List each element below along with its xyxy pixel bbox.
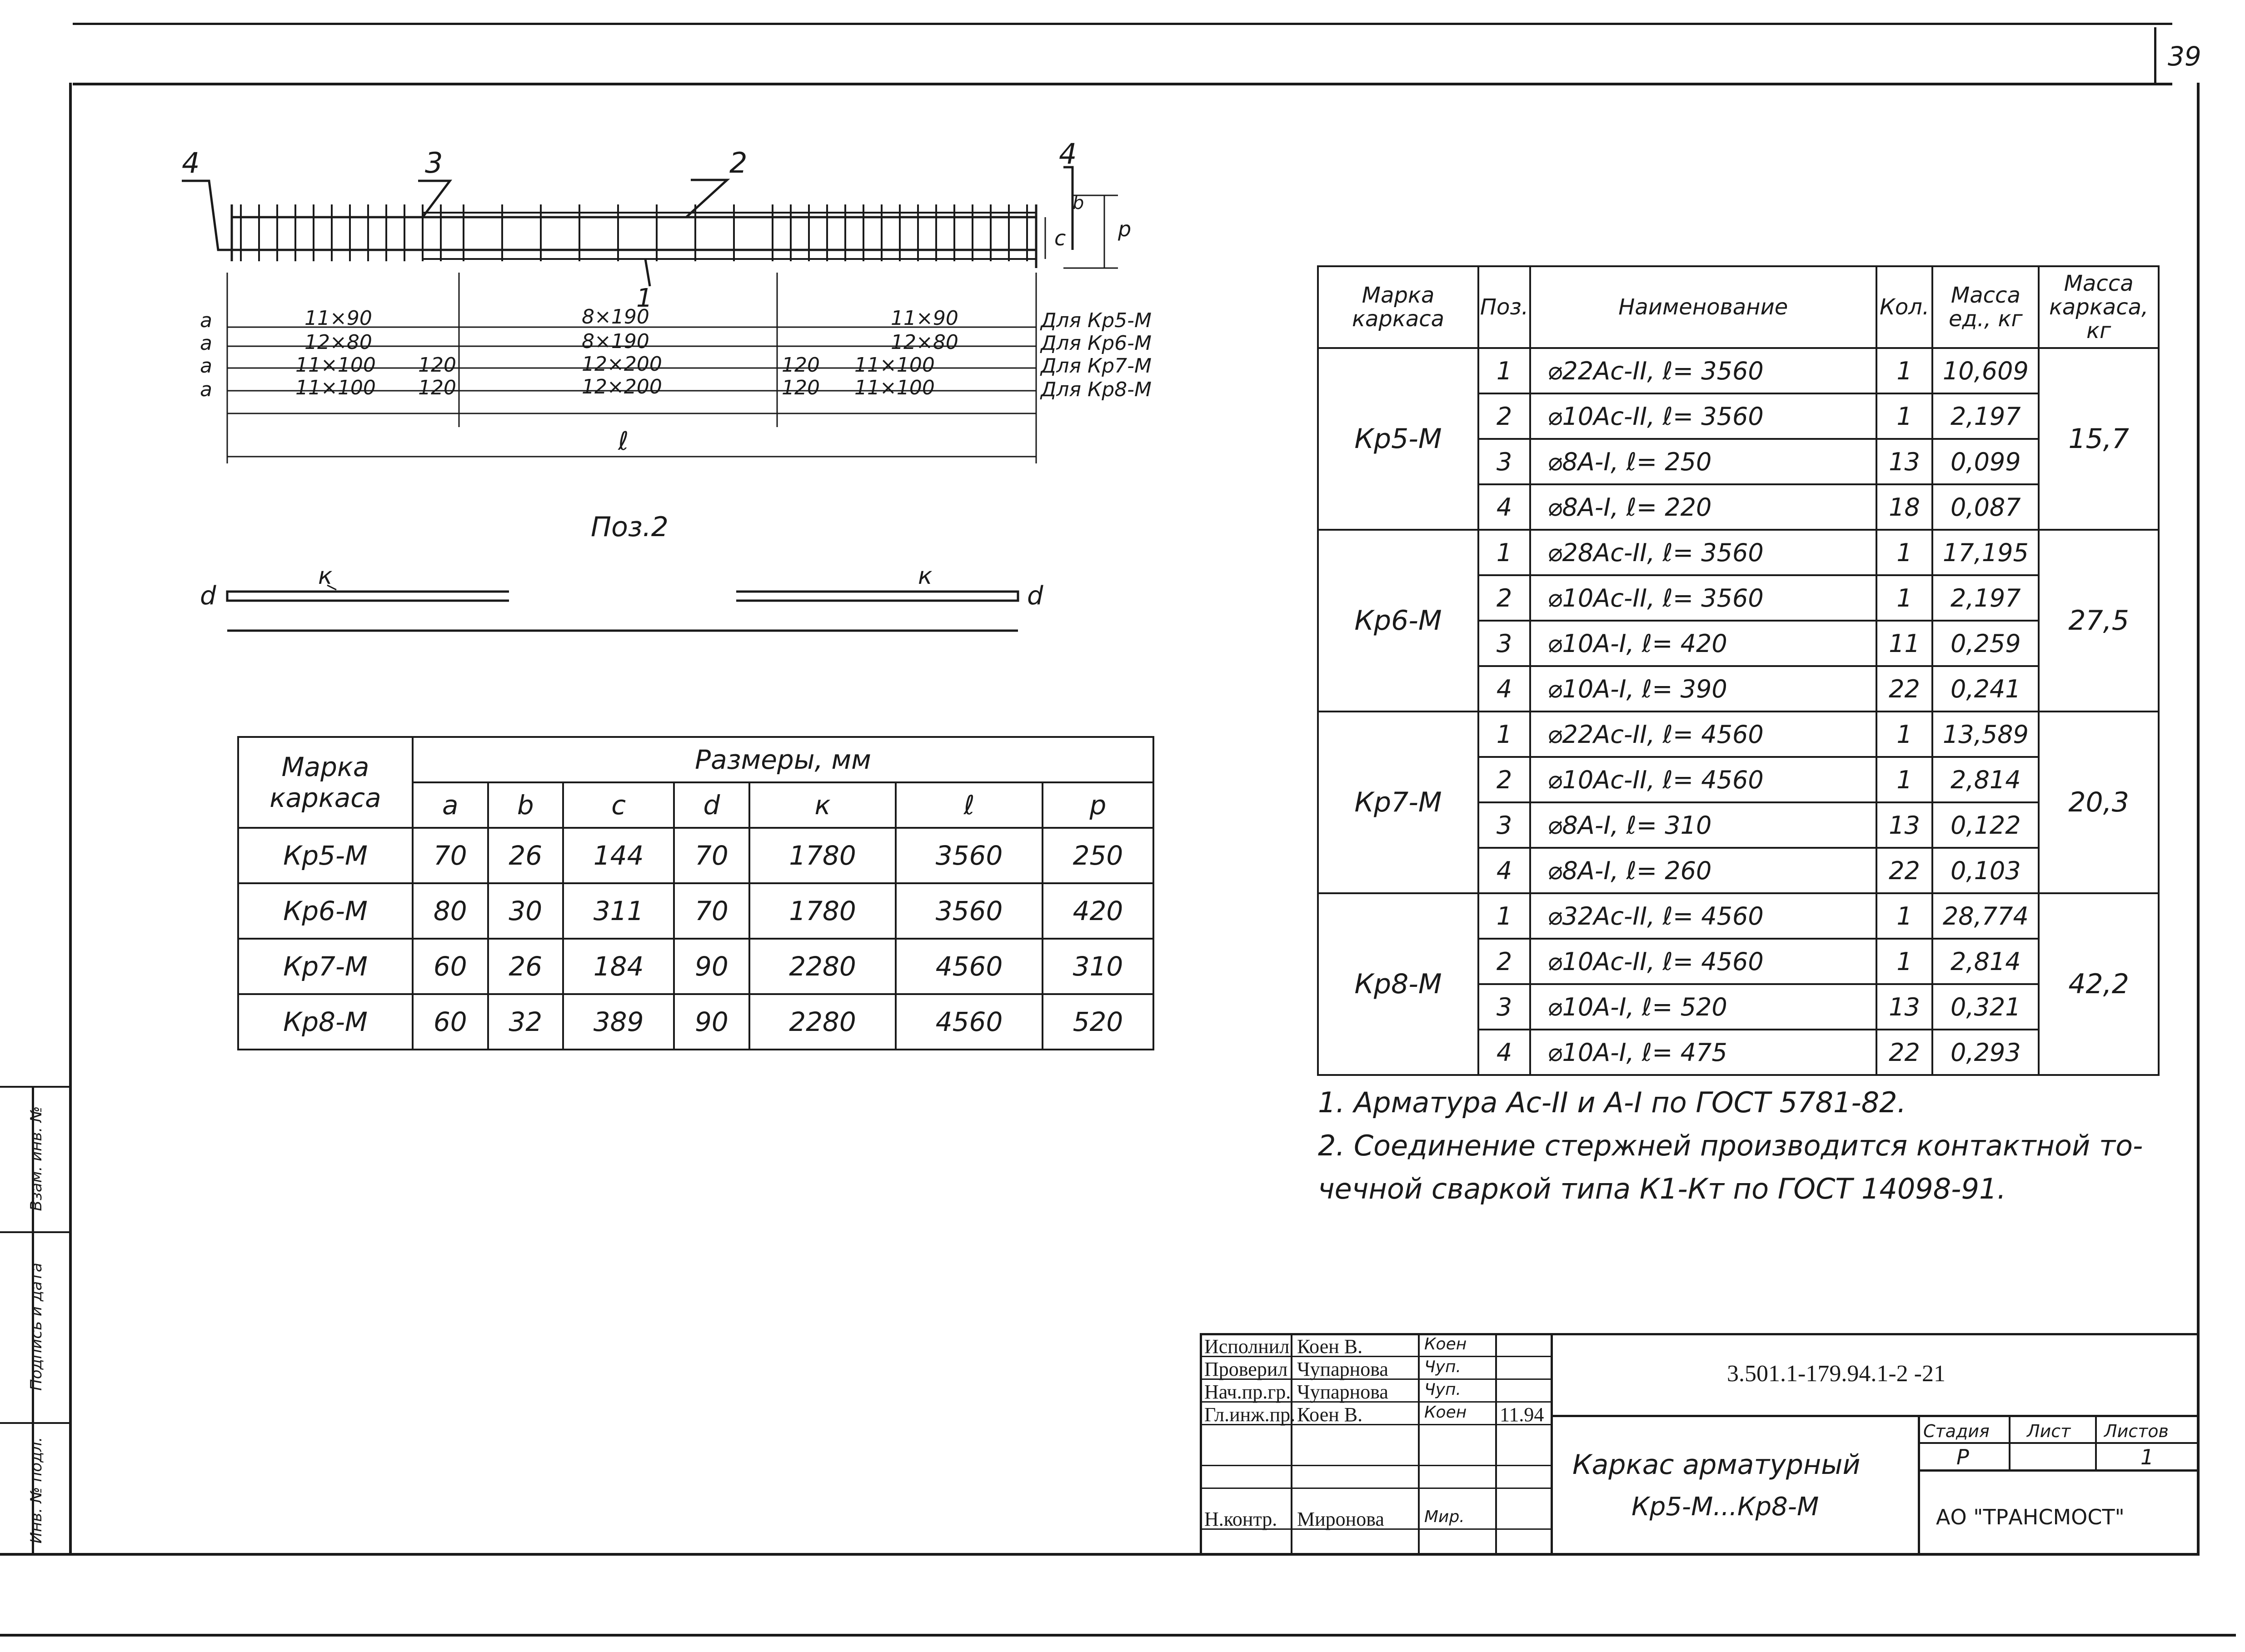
sheet-label: Лист [2027, 1421, 2071, 1441]
spec-qty: 1 [1876, 712, 1933, 757]
dim-header-group: Размеры, мм [413, 737, 1153, 782]
side-stamp-label-1: Взам. инв. № [27, 1106, 45, 1211]
table-row [238, 939, 1153, 994]
spec-name: ⌀10A-I, ℓ= 390 [1530, 666, 1876, 712]
dim-col-header: a [413, 782, 488, 828]
dim-cell: 184 [563, 939, 674, 994]
page-bottom-rule [0, 1634, 2236, 1637]
dim-cell: 60 [413, 939, 488, 994]
sheets-value: 1 [2140, 1445, 2154, 1469]
dim-cell: 310 [1043, 939, 1153, 994]
spec-mass: 0,122 [1932, 802, 2039, 848]
spec-name: ⌀32Aс-II, ℓ= 4560 [1530, 893, 1876, 939]
dim-b-letter: b [1073, 193, 1084, 214]
title-block-role: Исполнил [1204, 1335, 1290, 1358]
dim-cell: 520 [1043, 994, 1153, 1050]
spec-mass: 2,814 [1932, 757, 2039, 802]
spec-group-mark: Кр5-М [1318, 348, 1478, 530]
dim-cell: 420 [1043, 883, 1153, 939]
dim-cell: 2280 [749, 939, 896, 994]
frame-top-line [73, 23, 2172, 25]
spec-pos: 2 [1478, 393, 1530, 439]
dim-col-header: d [674, 782, 749, 828]
spec-mass: 0,321 [1932, 984, 2039, 1030]
pos2-caption: Поз.2 [591, 511, 669, 543]
row2-left: 12×80 [304, 331, 372, 354]
spec-qty: 22 [1876, 666, 1933, 712]
spec-name: ⌀10A-I, ℓ= 520 [1530, 984, 1876, 1030]
spec-qty: 1 [1876, 575, 1933, 621]
dim-col-header: c [563, 782, 674, 828]
spec-qty: 1 [1876, 757, 1933, 802]
spec-col-header: Наименование [1530, 266, 1876, 348]
spec-name: ⌀10A-I, ℓ= 475 [1530, 1030, 1876, 1075]
title-block-role: Проверил [1204, 1358, 1288, 1380]
spec-group-mark: Кр6-М [1318, 530, 1478, 712]
title-block-name: Чупарнова [1297, 1358, 1388, 1380]
dim-cell: 90 [674, 939, 749, 994]
spec-qty: 22 [1876, 1030, 1933, 1075]
spec-col-header: Кол. [1876, 266, 1933, 348]
cage-drawing [182, 136, 1182, 482]
title-block-role: Нач.пр.гр. [1204, 1381, 1291, 1403]
row2-label: Для Кр6-М [1041, 332, 1152, 355]
page-number: 39 [2168, 41, 2201, 72]
row4-mid: 12×200 [582, 375, 662, 398]
frame-inner-top-line [73, 83, 2172, 85]
spec-mass: 2,814 [1932, 939, 2039, 984]
dim-c-letter: c [1054, 226, 1066, 250]
row3-right: 11×100 [854, 353, 935, 377]
dim-row-mark: Кр8-М [238, 994, 413, 1050]
dim-cell: 70 [413, 828, 488, 883]
spec-pos: 1 [1478, 712, 1530, 757]
specification-table [1317, 265, 2160, 1076]
row3-left: 11×100 [295, 353, 376, 377]
title-block [1200, 1333, 2200, 1554]
table-row [238, 994, 1153, 1050]
spec-mass: 2,197 [1932, 393, 2039, 439]
callout-4-left: 4 [182, 146, 200, 179]
spec-qty: 13 [1876, 984, 1933, 1030]
spec-col-header: Марка каркаса [1318, 266, 1478, 348]
dim-cell: 70 [674, 883, 749, 939]
spec-qty: 1 [1876, 393, 1933, 439]
spec-pos: 4 [1478, 484, 1530, 530]
note-2: 2. Соединение стержней производится контактной то- [1318, 1129, 2143, 1162]
table-row [238, 883, 1153, 939]
dim-header-mark: Марка каркаса [238, 737, 413, 828]
doc-title-line2: Кр5-М...Кр8-М [1631, 1492, 1819, 1522]
spec-name: ⌀10Aс-II, ℓ= 4560 [1530, 939, 1876, 984]
spec-mass: 13,589 [1932, 712, 2039, 757]
table-row [1318, 348, 2159, 393]
dim-cell: 3560 [896, 828, 1043, 883]
title-block-sign: Мир. [1424, 1508, 1465, 1526]
title-block-name: Коен В. [1297, 1335, 1363, 1358]
spec-mass: 0,259 [1932, 621, 2039, 666]
spec-mass: 0,099 [1932, 439, 2039, 484]
title-block-date: 11.94 [1500, 1403, 1544, 1426]
spec-name: ⌀8A-I, ℓ= 250 [1530, 439, 1876, 484]
spec-group-total: 15,7 [2039, 348, 2159, 530]
spec-pos: 2 [1478, 575, 1530, 621]
spec-mass: 10,609 [1932, 348, 2039, 393]
dim-row-mark: Кр5-М [238, 828, 413, 883]
dim-row-mark: Кр7-М [238, 939, 413, 994]
total-length-label: ℓ [618, 427, 629, 456]
title-block-sign: Коен [1424, 1403, 1467, 1422]
dim-cell: 4560 [896, 994, 1043, 1050]
callout-3: 3 [425, 146, 443, 179]
row4-a: a [200, 378, 212, 401]
spec-name: ⌀10Aс-II, ℓ= 3560 [1530, 575, 1876, 621]
row3-mid: 12×200 [582, 353, 662, 376]
row4-label: Для Кр8-М [1041, 378, 1152, 401]
spec-name: ⌀8A-I, ℓ= 260 [1530, 848, 1876, 893]
row1-right: 11×90 [891, 307, 958, 330]
spec-group-total: 27,5 [2039, 530, 2159, 712]
spec-pos: 4 [1478, 666, 1530, 712]
row3-gap-right: 120 [782, 353, 820, 377]
spec-mass: 0,087 [1932, 484, 2039, 530]
dim-cell: 389 [563, 994, 674, 1050]
spec-qty: 1 [1876, 348, 1933, 393]
dim-p-letter: p [1118, 217, 1132, 241]
sheets-label: Листов [2104, 1421, 2169, 1441]
spec-qty: 1 [1876, 939, 1933, 984]
dim-cell: 250 [1043, 828, 1153, 883]
spec-mass: 28,774 [1932, 893, 2039, 939]
row4-gap-left: 120 [418, 376, 456, 399]
page-number-box [2154, 27, 2156, 84]
table-row [1318, 712, 2159, 757]
dim-cell: 26 [488, 828, 564, 883]
callout-4-right: 4 [1059, 137, 1077, 170]
spec-qty: 1 [1876, 893, 1933, 939]
side-stamp [0, 1086, 69, 1554]
note-1: 1. Арматура Aс-II и A-I по ГОСТ 5781-82. [1318, 1086, 1906, 1119]
spec-qty: 18 [1876, 484, 1933, 530]
spec-pos: 4 [1478, 848, 1530, 893]
spec-pos: 3 [1478, 439, 1530, 484]
dim-cell: 32 [488, 994, 564, 1050]
spec-name: ⌀22Aс-II, ℓ= 4560 [1530, 712, 1876, 757]
spec-qty: 22 [1876, 848, 1933, 893]
row4-left: 11×100 [295, 376, 376, 399]
spec-group-total: 20,3 [2039, 712, 2159, 893]
row4-right: 11×100 [854, 376, 935, 399]
row1-label: Для Кр5-М [1041, 309, 1152, 332]
row2-mid: 8×190 [582, 330, 649, 353]
row3-a: a [200, 354, 212, 378]
note-3: чечной сваркой типа К1-Кт по ГОСТ 14098-91. [1318, 1172, 2006, 1205]
spec-name: ⌀10Aс-II, ℓ= 4560 [1530, 757, 1876, 802]
title-block-name: Миронова [1297, 1508, 1384, 1530]
row2-right: 12×80 [891, 331, 958, 354]
dim-row-mark: Кр6-М [238, 883, 413, 939]
organization: АО "ТРАНСМОСТ" [1936, 1505, 2125, 1529]
row3-label: Для Кр7-М [1041, 354, 1152, 378]
callout-2: 2 [729, 146, 748, 179]
spec-pos: 3 [1478, 621, 1530, 666]
spec-name: ⌀10Aс-II, ℓ= 3560 [1530, 393, 1876, 439]
spec-mass: 2,197 [1932, 575, 2039, 621]
pos2-k-left: к [318, 563, 333, 590]
spec-qty: 13 [1876, 439, 1933, 484]
dim-cell: 1780 [749, 828, 896, 883]
spec-name: ⌀8A-I, ℓ= 310 [1530, 802, 1876, 848]
dim-col-header: к [749, 782, 896, 828]
frame-left-line [69, 83, 72, 1555]
pos2-bar-drawing [191, 563, 1054, 645]
spec-pos: 3 [1478, 984, 1530, 1030]
doc-title-line1: Каркас арматурный [1572, 1449, 1861, 1481]
spec-group-mark: Кр7-М [1318, 712, 1478, 893]
dimensions-table [237, 736, 1154, 1050]
dim-cell: 30 [488, 883, 564, 939]
row2-a: a [200, 332, 212, 355]
spec-pos: 3 [1478, 802, 1530, 848]
dim-cell: 26 [488, 939, 564, 994]
spec-pos: 1 [1478, 530, 1530, 575]
side-stamp-label-2: Подпись и дата [27, 1263, 45, 1391]
spec-mass: 0,241 [1932, 666, 2039, 712]
doc-code: 3.501.1-179.94.1-2 -21 [1727, 1361, 1946, 1387]
title-block-role: Гл.инж.пр. [1204, 1403, 1296, 1426]
spec-pos: 2 [1478, 757, 1530, 802]
row1-mid: 8×190 [582, 305, 649, 328]
table-row [238, 828, 1153, 883]
pos2-d-right: d [1027, 581, 1043, 611]
dim-col-header: b [488, 782, 564, 828]
dim-cell: 3560 [896, 883, 1043, 939]
row1-a: a [200, 309, 212, 332]
row4-gap-right: 120 [782, 376, 820, 399]
spec-col-header: Масса каркаса, кг [2039, 266, 2159, 348]
title-block-role: Н.контр. [1204, 1508, 1277, 1530]
stage-value: Р [1956, 1445, 1969, 1469]
title-block-name: Коен В. [1297, 1403, 1363, 1426]
dim-cell: 1780 [749, 883, 896, 939]
callout-1: 1 [636, 284, 653, 313]
dim-cell: 144 [563, 828, 674, 883]
title-block-sign: Чуп. [1424, 1358, 1461, 1376]
spec-name: ⌀8A-I, ℓ= 220 [1530, 484, 1876, 530]
dim-cell: 2280 [749, 994, 896, 1050]
spec-name: ⌀22Aс-II, ℓ= 3560 [1530, 348, 1876, 393]
spec-col-header: Масса ед., кг [1932, 266, 2039, 348]
spec-mass: 17,195 [1932, 530, 2039, 575]
spec-name: ⌀28Aс-II, ℓ= 3560 [1530, 530, 1876, 575]
row3-gap-left: 120 [418, 353, 456, 377]
spec-pos: 2 [1478, 939, 1530, 984]
spec-mass: 0,103 [1932, 848, 2039, 893]
row1-left: 11×90 [304, 307, 372, 330]
spec-pos: 4 [1478, 1030, 1530, 1075]
dim-col-header: ℓ [896, 782, 1043, 828]
title-block-name: Чупарнова [1297, 1381, 1388, 1403]
table-row [1318, 530, 2159, 575]
side-stamp-label-3: Инв. № подл. [27, 1437, 45, 1544]
dim-cell: 70 [674, 828, 749, 883]
title-block-sign: Чуп. [1424, 1380, 1461, 1399]
spec-qty: 13 [1876, 802, 1933, 848]
table-row [1318, 893, 2159, 939]
spec-qty: 11 [1876, 621, 1933, 666]
dim-cell: 311 [563, 883, 674, 939]
pos2-d-left: d [200, 581, 216, 611]
spec-name: ⌀10A-I, ℓ= 420 [1530, 621, 1876, 666]
spec-pos: 1 [1478, 893, 1530, 939]
spec-qty: 1 [1876, 530, 1933, 575]
title-block-sign: Коен [1424, 1335, 1467, 1353]
spec-group-mark: Кр8-М [1318, 893, 1478, 1075]
spec-pos: 1 [1478, 348, 1530, 393]
dim-cell: 80 [413, 883, 488, 939]
pos2-k-right: к [918, 563, 933, 590]
dim-cell: 90 [674, 994, 749, 1050]
spec-group-total: 42,2 [2039, 893, 2159, 1075]
stage-label: Стадия [1923, 1421, 1990, 1441]
spec-col-header: Поз. [1478, 266, 1530, 348]
spec-mass: 0,293 [1932, 1030, 2039, 1075]
dim-col-header: p [1043, 782, 1153, 828]
dim-cell: 4560 [896, 939, 1043, 994]
dim-cell: 60 [413, 994, 488, 1050]
